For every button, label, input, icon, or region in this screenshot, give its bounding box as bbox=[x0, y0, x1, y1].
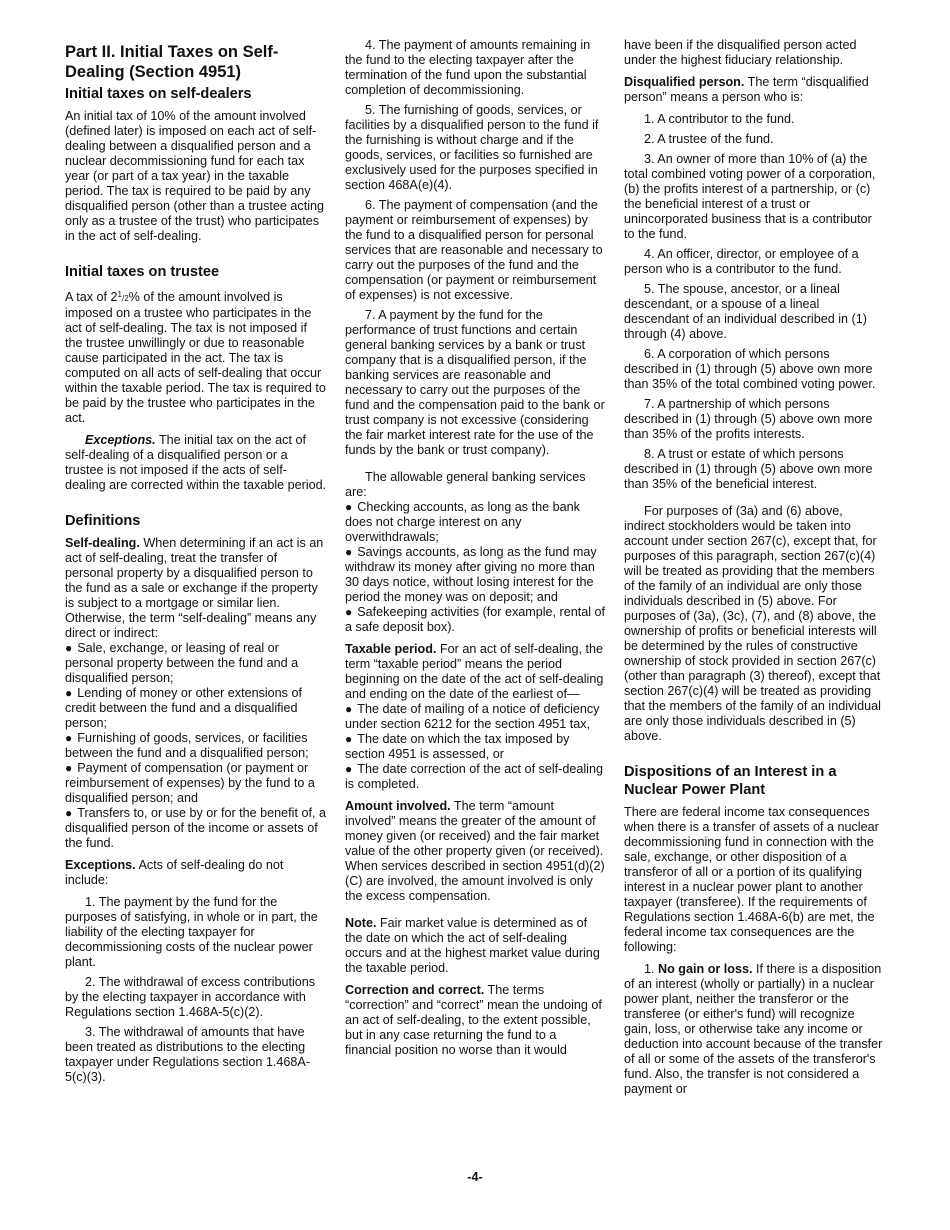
column-2 bbox=[345, 38, 606, 1065]
paragraph-disqualified-person: Disqualified person. The term “disqualified person” means a person who is: bbox=[624, 75, 869, 104]
paragraph-no-gain-or-loss: 1. No gain or loss. If there is a disposition of an interest (wholly or partially) in a nuclear power plant, neither the transferor or the transferee (or either's fund) will recognize gain, loss, or otherwise take any income or deduction into account because of the transfer of all or some of the assets of the transferor's fund. Also, the transfer is not considered a payment or bbox=[624, 962, 883, 1096]
list-item: ● The date of mailing of a notice of deficiency under section 6212 for the section 4951 tax, bbox=[345, 702, 600, 731]
list-item: ● The date correction of the act of self-dealing is completed. bbox=[345, 762, 603, 791]
list-item: ● Checking accounts, as long as the bank does not charge interest on any overwithdrawals; bbox=[345, 500, 580, 544]
list-item: 3. An owner of more than 10% of (a) the total combined voting power of a corporation, (b) the profits interest of a partnership, or (c) the beneficial interest of a trust or unincorporated business that is a contributor to the fund. bbox=[624, 152, 876, 241]
paragraph-continued: have been if the disqualified person acted under the highest fiduciary relationship. bbox=[624, 38, 857, 67]
heading-trustee: Initial taxes on trustee bbox=[65, 264, 220, 280]
paragraph-trustee: A tax of $2^1/2\%$ of the amount involved is imposed on a trustee who participates in the act of self-dealing. The tax is not imposed if the trustee unwillingly or due to reasonable cause participated in the act. The tax is computed on all acts of self-dealing that occur within the taxable period. The tax is required to be paid by the trustee who participates in the act. bbox=[65, 290, 326, 425]
paragraph-correction: Correction and correct. The terms “correction” and “correct” mean the undoing of an act of self-dealing, to the extent possible, but in any case returning the fund to a financial position no worse than it would bbox=[345, 983, 602, 1057]
list-item: 5. The spouse, ancestor, or a lineal descendant, or a spouse of a lineal descendant of an individual described in (1) through (4) above. bbox=[624, 282, 867, 341]
exceptions-list-2 bbox=[345, 38, 606, 458]
list-item: 5. The furnishing of goods, services, or facilities by a disqualified person to the fund if the furnishing is without charge and if the goods, services, or facilities so furnished are exclusively used for the purposes specified in section 468A(e)(4). bbox=[345, 103, 599, 192]
list-item: 4. An officer, director, or employee of a person who is a contributor to the fund. bbox=[624, 247, 859, 276]
column-3 bbox=[624, 38, 884, 1104]
list-item: 1. The payment by the fund for the purposes of satisfying, in whole or in part, the liability of the electing taxpayer for decommissioning costs of the nuclear power plant. bbox=[65, 895, 318, 969]
paragraph-taxable-period: Taxable period. For an act of self-dealing, the term “taxable period” means the period beginning on the date of the act of self-dealing and ending on the date of the earliest of— bbox=[345, 642, 604, 701]
list-item: ● The date on which the tax imposed by section 4951 is assessed, or bbox=[345, 732, 570, 761]
paragraph-banking-intro: The allowable general banking services are: bbox=[345, 470, 586, 499]
list-item: ● Sale, exchange, or leasing of real or personal property between the fund and a disqualified person; bbox=[65, 641, 299, 685]
paragraph-amount-involved: Amount involved. The term “amount involved” means the greater of the amount of money given (or received) and the fair market value of the other property given (or received). When services described in section 4951(d)(2)(C) are involved, the amount involved is only the excess compensation. bbox=[345, 799, 605, 903]
list-item: 6. A corporation of which persons described in (1) through (5) above own more than 35% of the total combined voting power. bbox=[624, 347, 876, 391]
list-item: 2. A trustee of the fund. bbox=[644, 132, 774, 146]
paragraph-self-dealing: Self-dealing. When determining if an act is an act of self-dealing, treat the transfer of personal property by a disqualified person to the fund as a sale or exchange if the property is subject to a mortgage or similar lien. Otherwise, the term “self-dealing” means any direct or indirect: bbox=[65, 536, 324, 640]
list-item: 1. A contributor to the fund. bbox=[644, 112, 795, 126]
paragraph-exceptions-2: Exceptions. Acts of self-dealing do not include: bbox=[65, 858, 284, 887]
list-item: ● Savings accounts, as long as the fund may withdraw its money after giving no more than 30 days notice, without losing interest for the period the money was on deposit; and bbox=[345, 545, 597, 604]
list-item: ● Furnishing of goods, services, or facilities between the fund and a disqualified person; bbox=[65, 731, 309, 760]
page-number: -4- bbox=[467, 1170, 483, 1184]
heading-dispositions: Dispositions of an Interest in a Nuclear Power Plant bbox=[624, 764, 837, 798]
list-item: 7. A payment by the fund for the performance of trust functions and certain general banking services by a bank or trust company that is a disqualified person, if the banking services are reasonable and necessary to carry out the purposes of the fund and the compensation paid to the bank or trust company is not excessive (considering the fair market interest rate for the use of the funds by the bank or trust company). bbox=[345, 308, 605, 457]
list-item: 7. A partnership of which persons described in (1) through (5) above own more than 35% of the profits interests. bbox=[624, 397, 873, 441]
part-title: Part II. Initial Taxes on Self-Dealing (Section 4951) bbox=[65, 43, 279, 81]
paragraph-exceptions-1: Exceptions. The initial tax on the act of self-dealing of a disqualified person or a trustee is not imposed if the acts of self-dealing are corrected within the taxable period. bbox=[65, 433, 327, 492]
list-item: 2. The withdrawal of excess contributions by the electing taxpayer in accordance with Regulations section 1.468A-5(c)(2). bbox=[65, 975, 316, 1019]
list-item: 3. The withdrawal of amounts that have been treated as distributions to the electing taxpayer under Regulations section 1.468A-5(c)(3). bbox=[65, 1025, 311, 1084]
column-1 bbox=[65, 38, 327, 1090]
list-item: ● Transfers to, or use by or for the benefit of, a disqualified person of the income or assets of the fund. bbox=[65, 806, 326, 850]
heading-definitions: Definitions bbox=[65, 513, 141, 529]
taxable-period-list bbox=[345, 702, 606, 792]
self-dealing-list bbox=[65, 641, 327, 851]
banking-list bbox=[345, 500, 606, 635]
heading-self-dealers: Initial taxes on self-dealers bbox=[65, 86, 252, 102]
list-item: 6. The payment of compensation (and the payment or reimbursement of expenses) by the fund to a disqualified person for personal services that are reasonable and necessary to carry out the purposes of the fund and the compensation (or payment or reimbursement of expenses) is not excessive. bbox=[345, 198, 603, 302]
list-item: ● Lending of money or other extensions of credit between the fund and a disqualified person; bbox=[65, 686, 302, 730]
paragraph-self-dealers: An initial tax of 10% of the amount involved (defined later) is imposed on each act of self-dealing between a disqualified person and a nuclear decommissioning fund for each tax year (or part of a tax year) in the taxable period. The tax is required to be paid by any disqualified person (other than a trustee acting only as a trustee of the trust) who participates in the act of self-dealing. bbox=[65, 109, 325, 243]
list-item: ● Safekeeping activities (for example, rental of a safe deposit box). bbox=[345, 605, 606, 634]
disqualified-list bbox=[624, 112, 884, 492]
paragraph-note: Note. Fair market value is determined as of the date on which the act of self-dealing occurs and at the highest market value during the taxable period. bbox=[345, 916, 600, 975]
exceptions-list-1 bbox=[65, 895, 327, 1085]
list-item: 8. A trust or estate of which persons described in (1) through (5) above own more than 35% of the beneficial interest. bbox=[624, 447, 873, 491]
paragraph-dispositions: There are federal income tax consequences when there is a transfer of assets of a nuclear decommissioning fund in connection with the sale, exchange, or other disposition of a transferor of all or a portion of its qualifying interest in a nuclear power plant to another taxpayer (transferee). If the requirements of Regulations section 1.468A-6(b) are met, the federal income tax consequences are the following: bbox=[624, 805, 879, 954]
list-item: 4. The payment of amounts remaining in the fund to the electing taxpayer after the termination of the fund upon the substantial completion of decommissioning. bbox=[345, 38, 591, 97]
paragraph-purposes: For purposes of (3a) and (6) above, indirect stockholders would be taken into account under section 267(c), except that, for purposes of this paragraph, section 267(c)(4) will be treated as providing that the members of the family of an individual are only those individuals described in (5) above. For purposes of (3a), (3c), (7), and (8) above, the ownership of profits or beneficial interests will be determined by the rules of constructive ownership of stock provided in section 267(c) (other than paragraph (3) thereof), except that section 267(c)(4) will be treated as providing that the members of the family of an individual are only those individuals described in (5) above. bbox=[624, 504, 881, 743]
list-item: ● Payment of compensation (or payment or reimbursement of expenses) by the fund to a disqualified person; and bbox=[65, 761, 315, 805]
